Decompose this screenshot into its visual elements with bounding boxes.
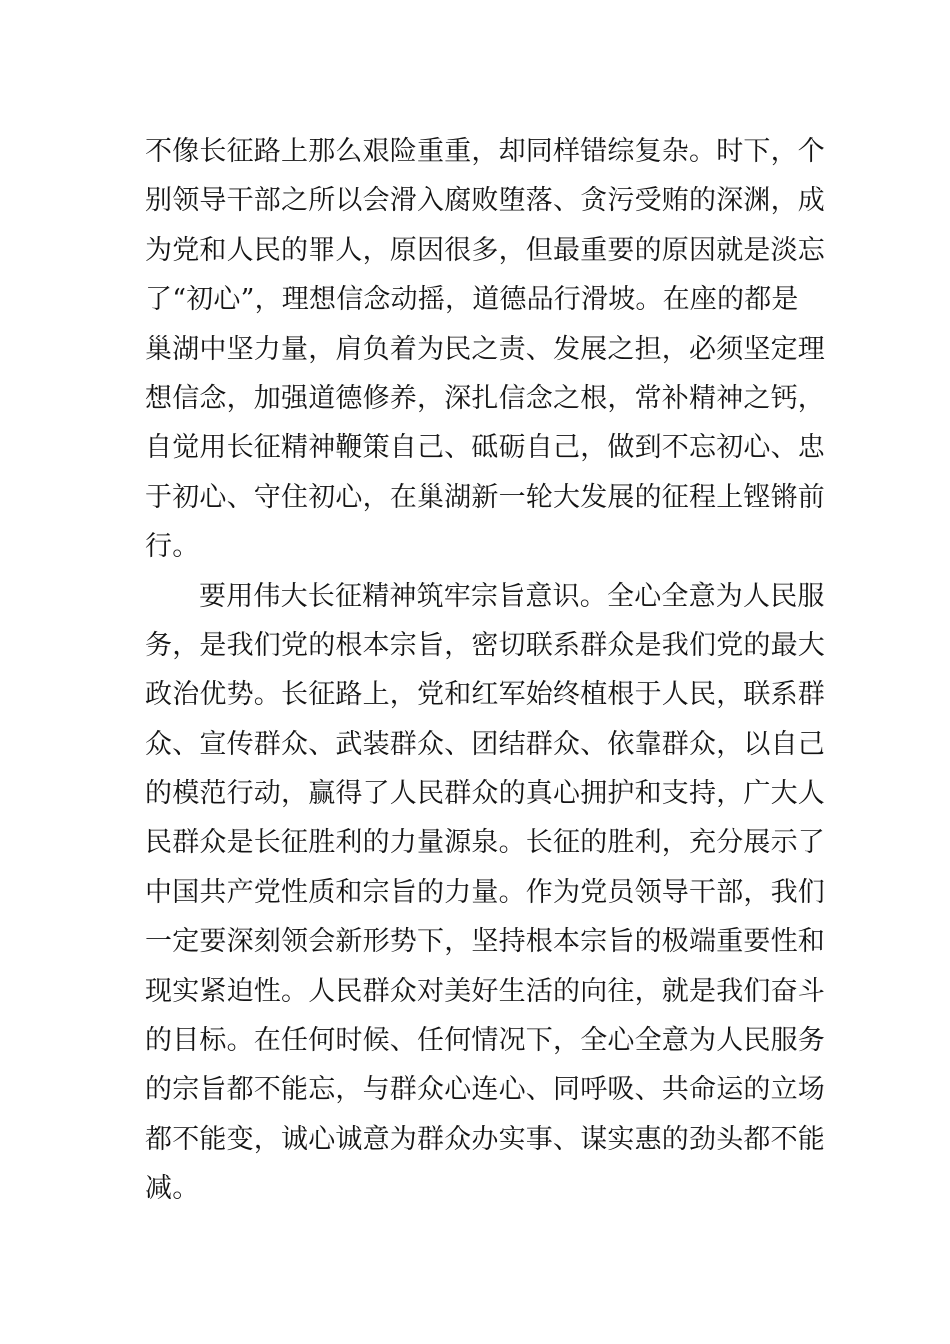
text-line: 政治优势。长征路上，党和红军始终植根于人民，联系群	[145, 679, 825, 711]
paragraph-1	[145, 127, 825, 572]
paragraph-2	[145, 572, 825, 1214]
text-line: 不像长征路上那么艰险重重，却同样错综复杂。时下，个	[145, 136, 825, 167]
text-line: 的宗旨都不能忘，与群众心连心、同呼吸、共命运的立场	[145, 1074, 825, 1106]
text-line: 自觉用长征精神鞭策自己、砥砺自己，做到不忘初心、忠	[145, 432, 825, 464]
document-body	[145, 127, 825, 1214]
text-line: 中国共产党性质和宗旨的力量。作为党员领导干部，我们	[145, 876, 825, 908]
text-line: 想信念，加强道德修养，深扎信念之根，常补精神之钙，	[145, 382, 825, 414]
text-line: 务，是我们党的根本宗旨，密切联系群众是我们党的最大	[145, 629, 825, 661]
text-line: 现实紧迫性。人民群众对美好生活的向往，就是我们奋斗	[145, 975, 825, 1007]
text-line: 别领导干部之所以会滑入腐败堕落、贪污受贿的深渊，成	[145, 185, 825, 217]
text-line: 了“初心”，理想信念动摇，道德品行滑坡。在座的都是	[145, 284, 799, 316]
text-line: 为党和人民的罪人，原因很多，但最重要的原因就是淡忘	[145, 234, 825, 266]
text-line-indented: 要用伟大长征精神筑牢宗旨意识。全心全意为人民服	[199, 580, 825, 612]
text-line: 的模范行动，赢得了人民群众的真心拥护和支持，广大人	[145, 778, 825, 810]
text-line: 一定要深刻领会新形势下，坚持根本宗旨的极端重要性和	[145, 926, 825, 958]
text-line: 于初心、守住初心，在巢湖新一轮大发展的征程上铿锵前	[145, 481, 825, 513]
text-line: 巢湖中坚力量，肩负着为民之责、发展之担，必须坚定理	[145, 333, 825, 365]
text-line: 民群众是长征胜利的力量源泉。长征的胜利，充分展示了	[145, 827, 825, 859]
text-line: 都不能变，诚心诚意为群众办实事、谋实惠的劲头都不能	[145, 1123, 825, 1155]
text-line: 众、宣传群众、武装群众、团结群众、依靠群众，以自己	[145, 728, 825, 760]
text-line: 减。	[145, 1173, 200, 1205]
text-line: 的目标。在任何时候、任何情况下，全心全意为人民服务	[145, 1025, 825, 1057]
text-line: 行。	[145, 531, 200, 563]
